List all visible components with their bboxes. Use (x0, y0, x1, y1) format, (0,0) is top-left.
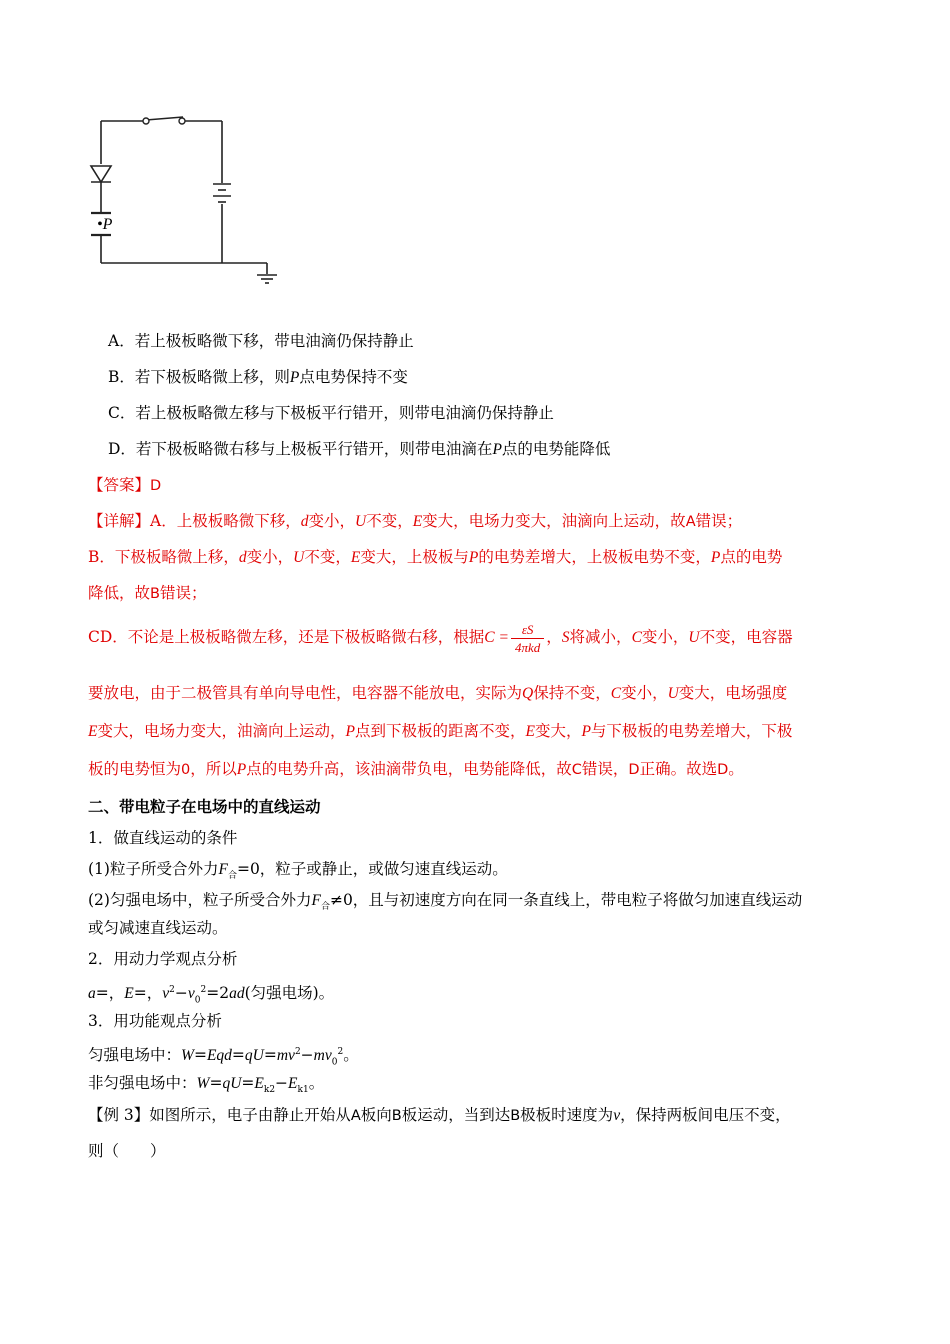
capacitance-formula-lhs: C = (484, 629, 509, 646)
section-item-1a: (1)粒子所受合外力$F_合=0$，粒子或静止，或做匀速直线运动。 (88, 860, 508, 882)
section-item-3: 3．用功能观点分析 (88, 1012, 222, 1030)
option-d: D．若下极板略微右移与上极板平行错开，则带电油滴在P点的电势能降低 (108, 440, 611, 458)
option-b: B．若下极板略微上移，则P点电势保持不变 (108, 368, 408, 386)
kinematics-formula: a=，E=，$v^2-v_0^2=2ad$(匀强电场)。 (88, 984, 335, 1006)
option-a: A．若上极板略微下移，带电油滴仍保持静止 (108, 332, 414, 350)
section-item-1b: (2)匀强电场中，粒子所受合外力$F_合\ne 0$，且与初速度方向在同一条直线上，带电粒子将做匀加速直线运动 (88, 891, 803, 913)
section-item-1b-cont: 或匀减速直线运动。 (88, 919, 228, 937)
example-3: 【例 3】如图所示，电子由静止开始从A板向B板运动，当到达B极板时速度为v，保持两板间电压不变， (88, 1106, 791, 1124)
explanation-cd: CD．不论是上极板略微左移，还是下极板略微右移，根据C = $\frac{\varepsilon S}{\text{4πkd}}$ ，S将减小，C变小，U不变，电容器 (88, 621, 793, 655)
explanation-cd-l3: 板的电势恒为0，所以P点的电势升高，该油滴带负电，电势能降低，故C错误，D正确。故选D。 (88, 760, 744, 778)
explanation-b: B．下极板略微上移，d变小，U不变，E变大，上极板与P的电势差增大，上极板电势不变，P点的电势 (88, 548, 783, 566)
explanation-a: 【详解】A．上极板略微下移，d变小，U不变，E变大，电场力变大，油滴向上运动，故A错误； (88, 512, 743, 530)
section-item-2: 2．用动力学观点分析 (88, 950, 238, 968)
explanation-cd-l2: E变大，电场力变大，油滴向上运动，P点到下极板的距离不变，E变大，P与下极板的电势差增大，下极 (88, 722, 793, 740)
example-3-cont: 则（ ） (88, 1142, 166, 1160)
answer-line: 【答案】D (88, 476, 162, 494)
point-p-label: •P (97, 216, 113, 233)
energy-formula-uniform: 匀强电场中：$W=Eqd=qU=mv^2-mv_0^2$。 (88, 1046, 359, 1068)
energy-formula-nonuniform: 非匀强电场中：$W=qU=E_{k2}-E_{k1}$。 (88, 1074, 325, 1096)
option-c: C．若上极板略微左移与下极板平行错开，则带电油滴仍保持静止 (108, 404, 554, 422)
section-item-1: 1．做直线运动的条件 (88, 829, 238, 847)
section-heading: 二、带电粒子在电场中的直线运动 (88, 797, 321, 816)
explanation-b-cont: 降低，故B错误； (88, 584, 207, 602)
capacitance-formula: $\frac{\varepsilon S}{\text{4πkd}}$ (511, 621, 544, 656)
explanation-cd-l1: 要放电，由于二极管具有单向导电性，电容器不能放电，实际为Q保持不变，C变小，U变大，电场强度 (88, 684, 788, 702)
circuit-diagram (80, 108, 290, 293)
